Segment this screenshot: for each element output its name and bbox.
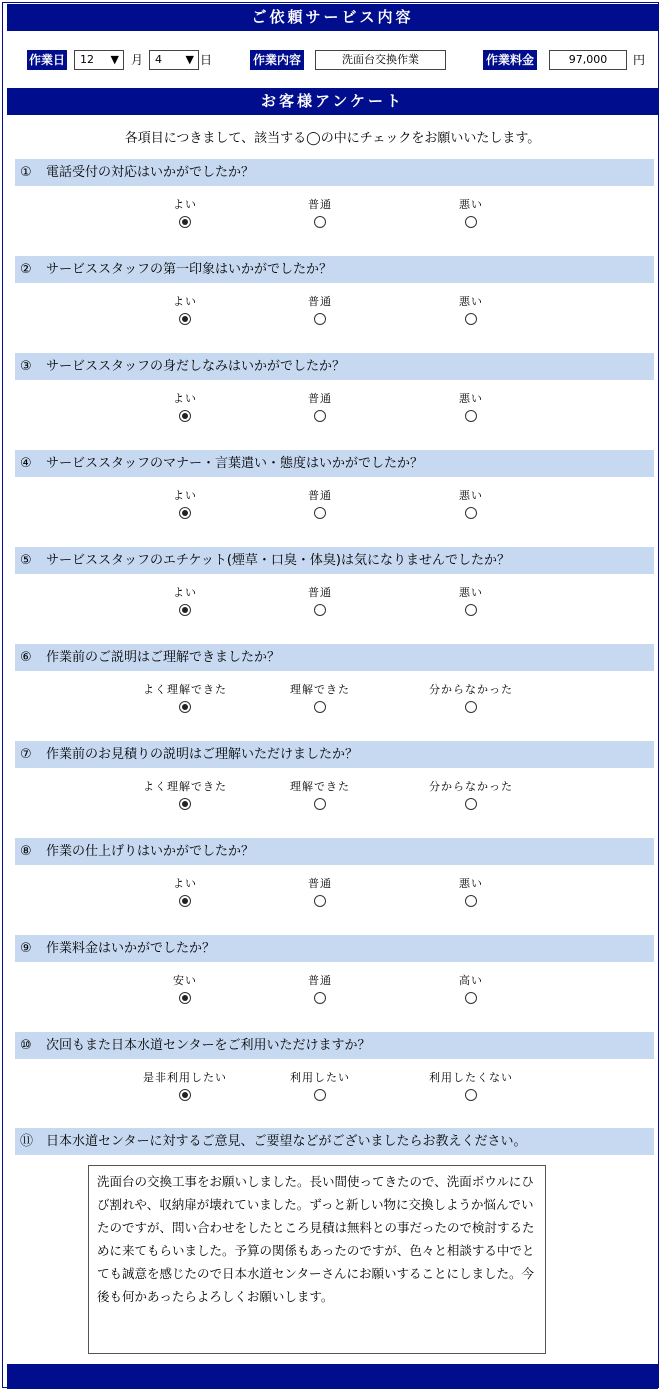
question-3 — [15, 353, 654, 430]
option-label: 悪い — [459, 489, 483, 502]
answer-options — [15, 574, 654, 624]
answer-option[interactable] — [260, 779, 380, 814]
answer-option[interactable] — [411, 973, 531, 1008]
answer-option[interactable] — [125, 488, 245, 523]
radio-button[interactable] — [179, 992, 191, 1004]
answer-option[interactable] — [260, 294, 380, 329]
radio-button[interactable] — [179, 604, 191, 616]
question-2 — [15, 256, 654, 333]
radio-button[interactable] — [314, 313, 326, 325]
radio-button[interactable] — [314, 604, 326, 616]
question-text: 日本水道センターに対するご意見、ご要望などがございましたらお教えください。 — [46, 1134, 527, 1149]
question-number: ③ — [20, 359, 32, 374]
order-info-row — [27, 49, 657, 71]
option-label: 分からなかった — [429, 683, 513, 696]
question-number: ⑨ — [20, 941, 32, 956]
option-label: 悪い — [459, 586, 483, 599]
answer-option[interactable] — [411, 682, 531, 717]
question-heading — [15, 644, 654, 671]
work-fee-field[interactable]: 97,000 — [549, 50, 627, 70]
answer-option[interactable] — [125, 391, 245, 426]
radio-button[interactable] — [314, 507, 326, 519]
option-label: 普通 — [308, 877, 332, 890]
answer-option[interactable] — [260, 585, 380, 620]
option-label: よい — [173, 198, 197, 211]
question-text: サービススタッフのエチケット(煙草・口臭・体臭)は気になりませんでしたか？ — [46, 553, 510, 568]
question-text: 作業前のお見積りの説明はご理解いただけましたか？ — [46, 747, 359, 762]
option-label: 是非利用したい — [143, 1071, 227, 1084]
question-4 — [15, 450, 654, 527]
answer-option[interactable] — [260, 682, 380, 717]
answer-option[interactable] — [125, 585, 245, 620]
service-header: ご依頼サービス内容 — [7, 4, 658, 31]
question-6 — [15, 644, 654, 721]
day-select[interactable] — [149, 50, 199, 70]
question-5 — [15, 547, 654, 624]
option-label: 普通 — [308, 489, 332, 502]
radio-button[interactable] — [179, 798, 191, 810]
radio-button[interactable] — [465, 895, 477, 907]
radio-button[interactable] — [179, 313, 191, 325]
radio-button[interactable] — [465, 507, 477, 519]
question-heading — [15, 1128, 654, 1155]
work-content-field[interactable]: 洗面台交換作業 — [315, 50, 446, 70]
radio-button[interactable] — [314, 1089, 326, 1101]
radio-button[interactable] — [465, 701, 477, 713]
survey-header: お客様アンケート — [7, 88, 658, 115]
question-1 — [15, 159, 654, 236]
answer-option[interactable] — [411, 294, 531, 329]
radio-button[interactable] — [314, 798, 326, 810]
option-label: よい — [173, 489, 197, 502]
option-label: 利用したくない — [429, 1071, 513, 1084]
answer-options — [15, 671, 654, 721]
survey-frame — [2, 2, 659, 1388]
option-label: よく理解できた — [143, 780, 227, 793]
option-label: 普通 — [308, 198, 332, 211]
question-heading — [15, 353, 654, 380]
radio-button[interactable] — [179, 1089, 191, 1101]
radio-button[interactable] — [179, 507, 191, 519]
question-heading — [15, 450, 654, 477]
question-text: 電話受付の対応はいかがでしたか？ — [46, 165, 255, 180]
question-heading — [15, 1032, 654, 1059]
day-value: 4 — [155, 53, 162, 66]
option-label: 高い — [459, 974, 483, 987]
radio-button[interactable] — [465, 410, 477, 422]
radio-button[interactable] — [314, 701, 326, 713]
question-number: ⑦ — [20, 747, 32, 762]
answer-option[interactable] — [125, 876, 245, 911]
option-label: 悪い — [459, 198, 483, 211]
month-unit: 月 — [131, 53, 144, 67]
question-9 — [15, 935, 654, 1012]
question-heading — [15, 159, 654, 186]
answer-option[interactable] — [411, 1070, 531, 1105]
answer-options — [15, 380, 654, 430]
answer-option[interactable] — [411, 585, 531, 620]
option-label: 悪い — [459, 877, 483, 890]
question-8 — [15, 838, 654, 915]
answer-option[interactable] — [260, 1070, 380, 1105]
answer-options — [15, 768, 654, 818]
question-heading — [15, 838, 654, 865]
question-text: サービススタッフの第一印象はいかがでしたか？ — [46, 262, 333, 277]
option-label: 普通 — [308, 295, 332, 308]
answer-option[interactable] — [411, 779, 531, 814]
radio-button[interactable] — [314, 992, 326, 1004]
option-label: 分からなかった — [429, 780, 513, 793]
day-unit: 日 — [200, 53, 213, 67]
answer-options — [15, 865, 654, 915]
month-select[interactable] — [74, 50, 124, 70]
chevron-down-icon: ▼ — [110, 53, 119, 66]
answer-option[interactable] — [260, 973, 380, 1008]
question-heading — [15, 935, 654, 962]
question-number: ⑧ — [20, 844, 32, 859]
answer-option[interactable] — [411, 197, 531, 232]
radio-button[interactable] — [179, 216, 191, 228]
question-number: ④ — [20, 456, 32, 471]
option-label: よい — [173, 586, 197, 599]
question-text: 作業前のご説明はご理解できましたか？ — [46, 650, 281, 665]
fee-unit: 円 — [633, 53, 646, 67]
answer-option[interactable] — [125, 682, 245, 717]
radio-button[interactable] — [465, 604, 477, 616]
work-content-label: 作業内容 — [250, 50, 304, 70]
option-label: 普通 — [308, 586, 332, 599]
question-number: ⑩ — [20, 1038, 32, 1053]
question-number: ② — [20, 262, 32, 277]
question-number: ⑥ — [20, 650, 32, 665]
answer-option[interactable] — [411, 876, 531, 911]
option-label: よい — [173, 295, 197, 308]
option-label: 理解できた — [290, 780, 350, 793]
radio-button[interactable] — [465, 992, 477, 1004]
answer-option[interactable] — [125, 1070, 245, 1105]
option-label: 理解できた — [290, 683, 350, 696]
month-value: 12 — [80, 53, 94, 66]
radio-button[interactable] — [465, 216, 477, 228]
answer-option[interactable] — [260, 876, 380, 911]
answer-option[interactable] — [125, 197, 245, 232]
option-label: よく理解できた — [143, 683, 227, 696]
answer-option[interactable] — [125, 779, 245, 814]
option-label: 普通 — [308, 974, 332, 987]
answer-options — [15, 186, 654, 236]
answer-option[interactable] — [125, 973, 245, 1008]
option-label: よい — [173, 392, 197, 405]
question-text: サービススタッフのマナー・言葉遣い・態度はいかがでしたか？ — [46, 456, 424, 471]
radio-button[interactable] — [314, 216, 326, 228]
work-date-label: 作業日 — [27, 50, 67, 70]
radio-button[interactable] — [314, 895, 326, 907]
option-label: 悪い — [459, 295, 483, 308]
comment-textarea[interactable]: 洗面台の交換工事をお願いしました。長い間使ってきたので、洗面ボウルにひび割れや、収納扉が壊れていました。ずっと新しい物に交換しようか悩んでいたのですが、問い合わせをしたところ見積は無料との事だったので検討するために来てもらいました。予算の関係もあったのですが、色々と相談する中でとても誠意を感じたので日本水道センターさんにお願いすることにしました。今後も何かあったらよろしくお願いします。 — [88, 1165, 546, 1354]
answer-option[interactable] — [260, 488, 380, 523]
option-label: 普通 — [308, 392, 332, 405]
question-11 — [15, 1128, 654, 1155]
radio-button[interactable] — [179, 410, 191, 422]
footer-bar — [7, 1364, 658, 1389]
question-text: 作業料金はいかがでしたか？ — [46, 941, 216, 956]
answer-options — [15, 1059, 654, 1109]
answer-option[interactable] — [411, 488, 531, 523]
question-text: サービススタッフの身だしなみはいかがでしたか？ — [46, 359, 346, 374]
question-number: ① — [20, 165, 32, 180]
question-heading — [15, 547, 654, 574]
answer-options — [15, 283, 654, 333]
question-text: 作業の仕上げりはいかがでしたか？ — [46, 844, 255, 859]
answer-option[interactable] — [411, 391, 531, 426]
work-fee-label: 作業料金 — [483, 50, 537, 70]
radio-button[interactable] — [314, 410, 326, 422]
radio-button[interactable] — [465, 798, 477, 810]
option-label: 利用したい — [290, 1071, 350, 1084]
question-heading — [15, 256, 654, 283]
chevron-down-icon: ▼ — [185, 53, 194, 66]
answer-option[interactable] — [260, 197, 380, 232]
answer-option[interactable] — [125, 294, 245, 329]
radio-button[interactable] — [179, 895, 191, 907]
option-label: よい — [173, 877, 197, 890]
answer-options — [15, 962, 654, 1012]
option-label: 安い — [173, 974, 197, 987]
survey-intro: 各項目につきまして、該当する◯の中にチェックをお願いいたします。 — [124, 131, 541, 146]
radio-button[interactable] — [465, 1089, 477, 1101]
question-heading — [15, 741, 654, 768]
radio-button[interactable] — [465, 313, 477, 325]
radio-button[interactable] — [179, 701, 191, 713]
answer-options — [15, 477, 654, 527]
question-text: 次回もまた日本水道センターをご利用いただけますか？ — [46, 1038, 371, 1053]
question-number: ⑤ — [20, 553, 32, 568]
option-label: 悪い — [459, 392, 483, 405]
answer-option[interactable] — [260, 391, 380, 426]
question-10 — [15, 1032, 654, 1109]
question-7 — [15, 741, 654, 818]
question-number: ⑪ — [20, 1134, 34, 1149]
